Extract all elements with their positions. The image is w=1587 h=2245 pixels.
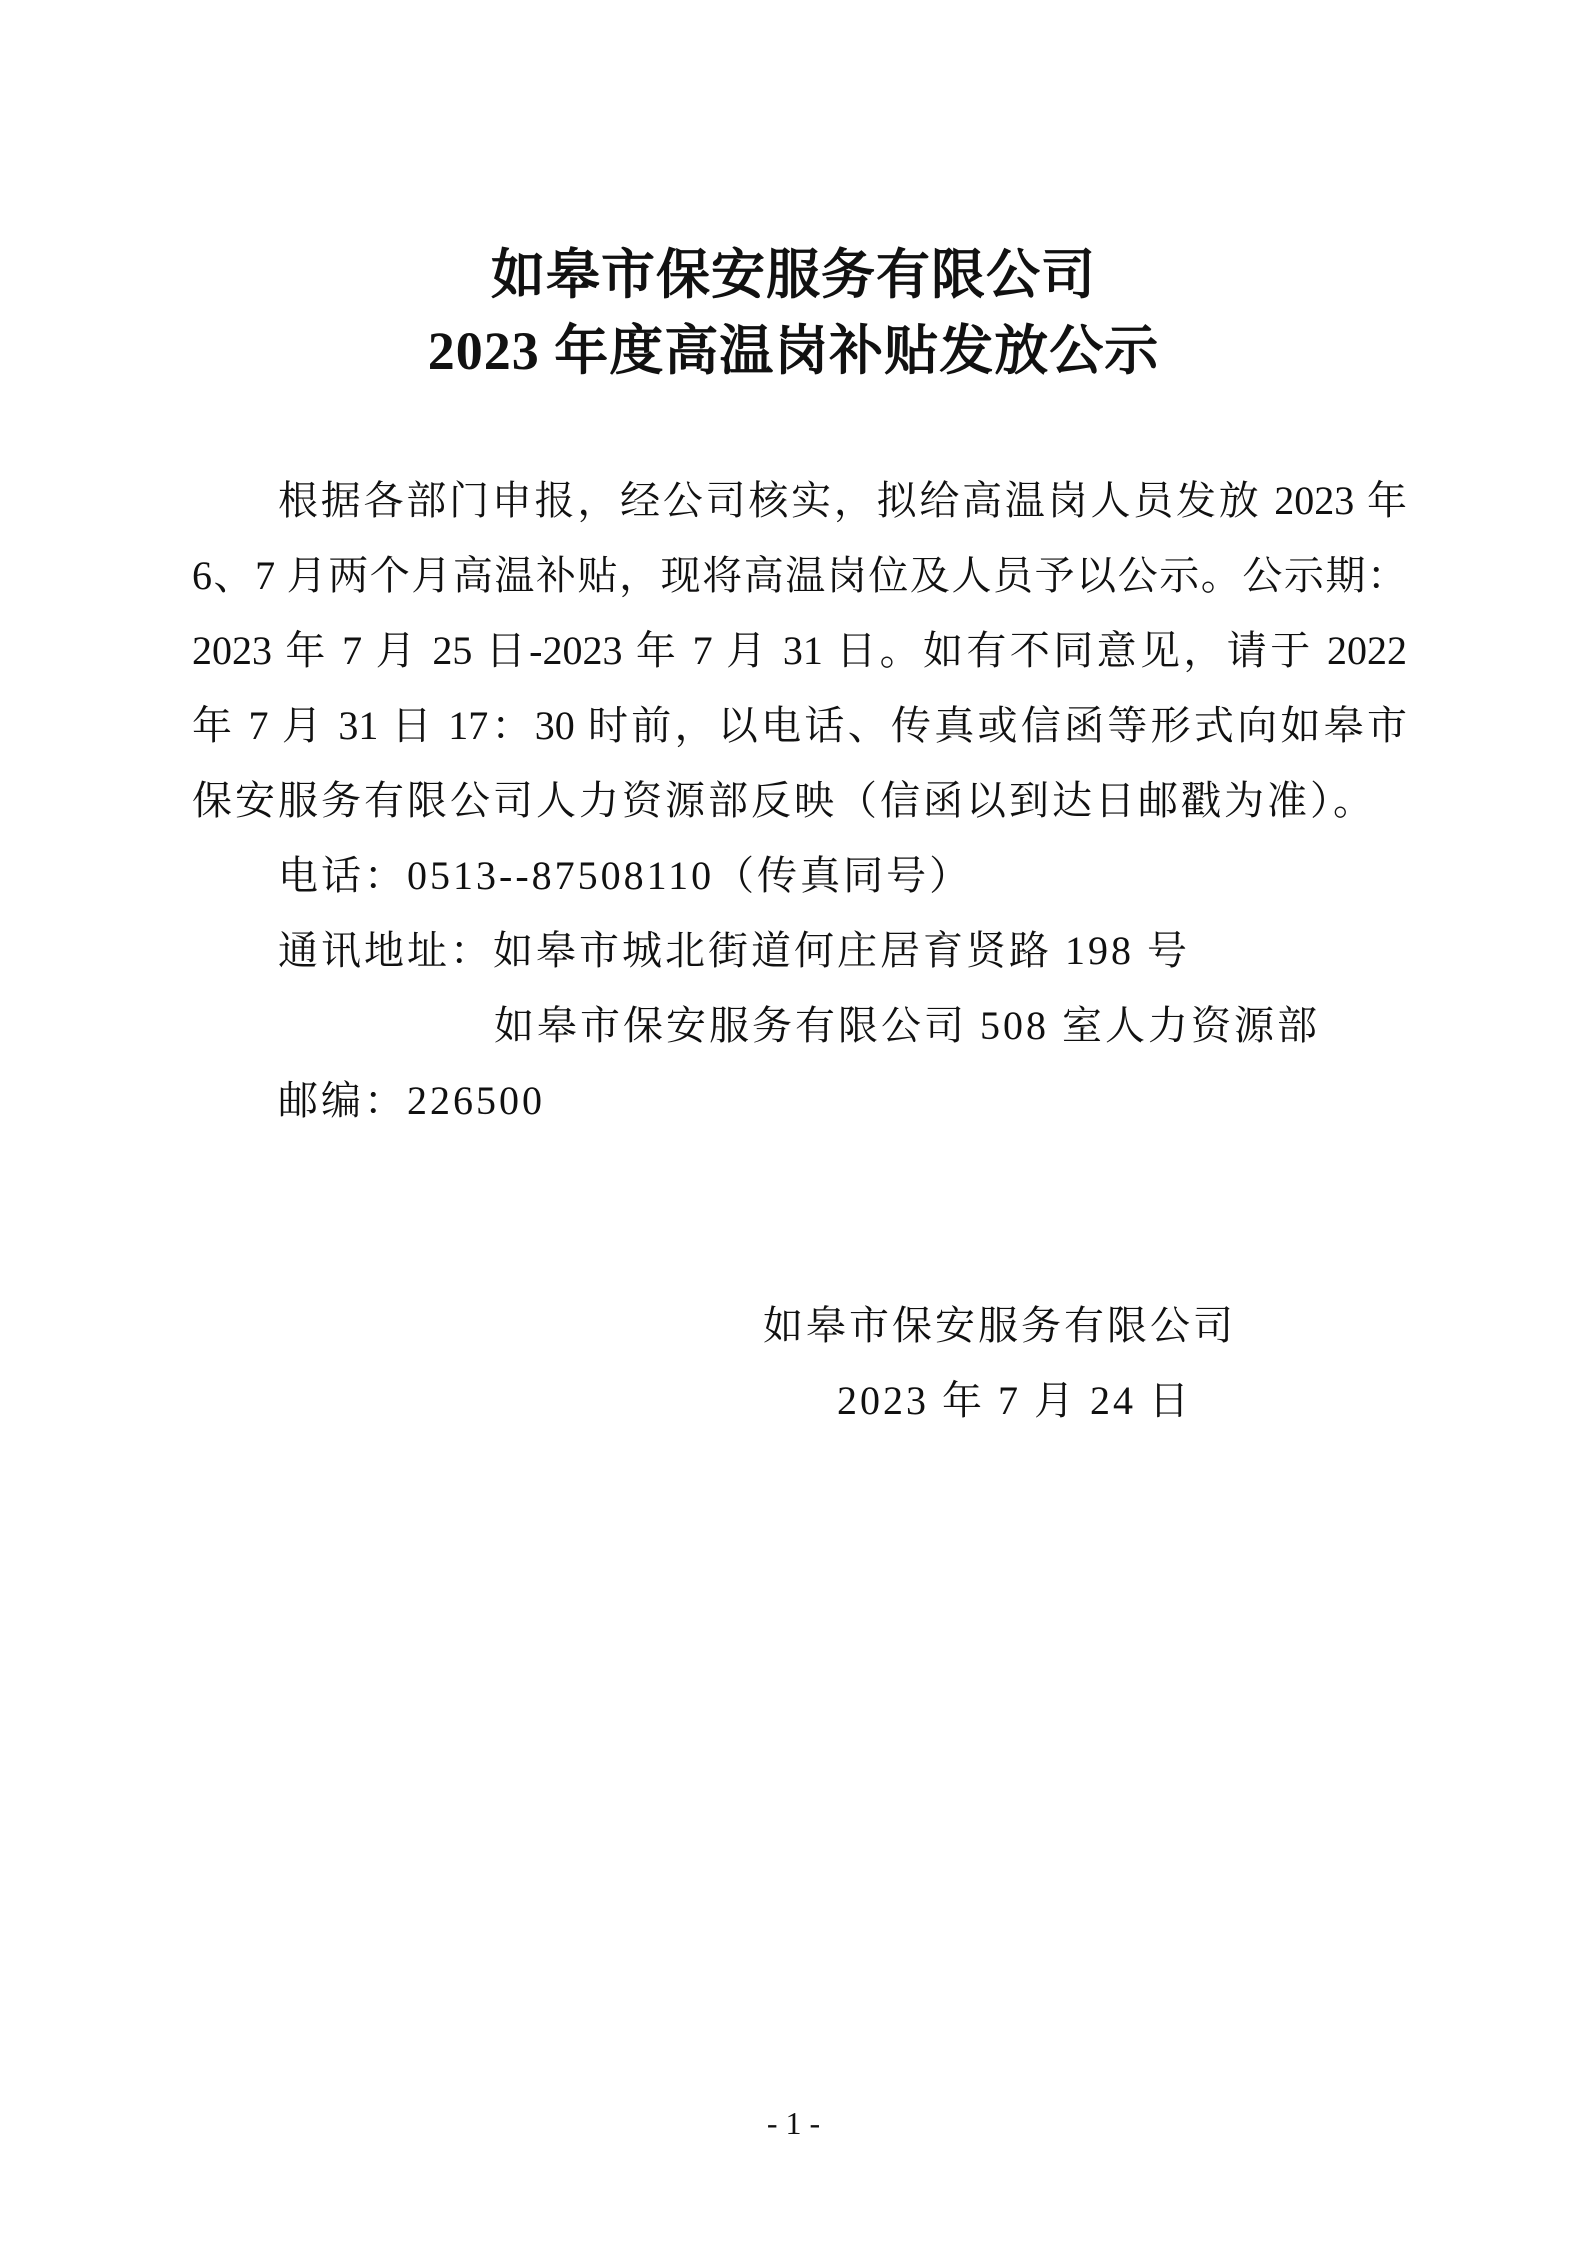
phone-line: 电话：0513--87508110（传真同号）	[278, 853, 973, 898]
address-line-2: 如皋市保安服务有限公司 508 室人力资源部	[494, 1003, 1320, 1048]
document-title-line2: 2023 年度高温岗补贴发放公示	[427, 321, 1160, 381]
paragraph-line: 6、7 月两个月高温补贴，现将高温岗位及人员予以公示。公示期：	[192, 553, 1407, 598]
paragraph-line: 根据各部门申报，经公司核实，拟给高温岗人员发放 2023 年	[278, 478, 1407, 523]
postcode-line: 邮编：226500	[278, 1078, 545, 1123]
paragraph-line: 年 7 月 31 日 17：30 时前，以电话、传真或信函等形式向如皋市	[192, 703, 1407, 748]
signature-company: 如皋市保安服务有限公司	[763, 1303, 1236, 1348]
paragraph-line: 保安服务有限公司人力资源部反映（信函以到达日邮戳为准）。	[192, 778, 1376, 823]
page-number: - 1 -	[766, 2105, 821, 2141]
paragraph-line: 2023 年 7 月 25 日-2023 年 7 月 31 日。如有不同意见，请于 2022	[192, 628, 1407, 673]
address-line: 通讯地址：如皋市城北街道何庄居育贤路 198 号	[278, 928, 1190, 973]
document-title-line1: 如皋市保安服务有限公司	[491, 245, 1096, 305]
signature-date: 2023 年 7 月 24 日	[837, 1378, 1192, 1423]
